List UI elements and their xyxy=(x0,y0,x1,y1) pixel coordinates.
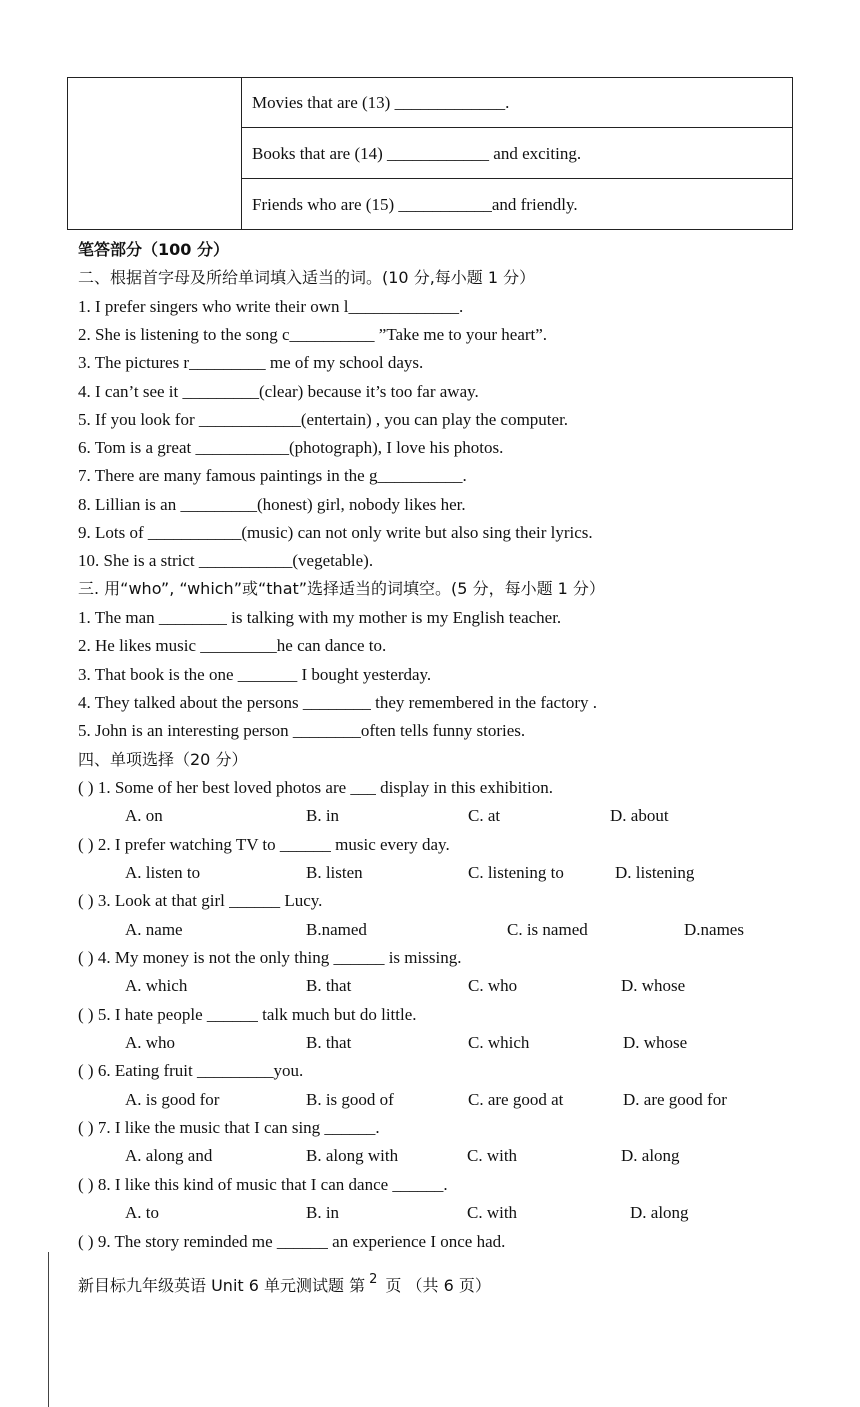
mcq-option: C. is named xyxy=(507,920,588,939)
mcq-stem: ( ) 1. Some of her best loved photos are ___ display in this exhibition. xyxy=(78,778,553,797)
mcq-option: B. is good of xyxy=(306,1090,394,1109)
mcq-option: D.names xyxy=(684,920,744,939)
mcq-option: C. at xyxy=(468,806,501,825)
mcq-stem: ( ) 8. I like this kind of music that I can dance ______. xyxy=(78,1175,448,1194)
mcq-option: A. who xyxy=(125,1033,176,1052)
mcq-stem: ( ) 4. My money is not the only thing ______ is missing. xyxy=(78,948,462,967)
footer-prefix: 新目标九年级英语 Unit 6 单元测试题 第 xyxy=(78,1276,366,1295)
question-line: 1. The man ________ is talking with my mother is my English teacher. xyxy=(78,608,562,627)
question-line: 2. He likes music _________he can dance to. xyxy=(78,636,387,655)
mcq-stem: ( ) 7. I like the music that I can sing ______. xyxy=(78,1118,380,1137)
question-line: 4. I can’t see it _________(clear) because it’s too far away. xyxy=(78,382,479,401)
mcq-option: C. with xyxy=(467,1146,518,1165)
mcq-option: B. along with xyxy=(306,1146,399,1165)
mcq-option: D. along xyxy=(630,1203,689,1222)
page-number: 2 xyxy=(369,1272,378,1287)
vocabulary-table xyxy=(67,77,793,230)
mcq-option: B. listen xyxy=(306,863,363,882)
mcq-stem: ( ) 3. Look at that girl ______ Lucy. xyxy=(78,891,323,910)
question-line: 3. That book is the one _______ I bought yesterday. xyxy=(78,665,432,684)
table-row: Movies that are (13) _____________. xyxy=(242,78,792,128)
mcq-stem: ( ) 6. Eating fruit _________you. xyxy=(78,1061,304,1080)
mcq-option: A. along and xyxy=(125,1146,213,1165)
question-line: 5. If you look for ____________(entertain) , you can play the computer. xyxy=(78,410,569,429)
question-line: 1. I prefer singers who write their own l_____________. xyxy=(78,297,464,316)
footer-suffix: 页 （共 6 页） xyxy=(385,1276,491,1295)
mcq-option: A. listen to xyxy=(125,863,201,882)
mcq-option: D. whose xyxy=(623,1033,688,1052)
mcq-stem: ( ) 2. I prefer watching TV to ______ music every day. xyxy=(78,835,450,854)
mcq-option: D. about xyxy=(610,806,669,825)
table-row: Friends who are (15) ___________and friendly. xyxy=(252,195,578,214)
mcq-option: C. which xyxy=(468,1033,530,1052)
mcq-option: C. with xyxy=(467,1203,518,1222)
question-line: 9. Lots of ___________(music) can not only write but also sing their lyrics. xyxy=(78,523,593,542)
mcq-option: D. along xyxy=(621,1146,680,1165)
mcq-option: C. who xyxy=(468,976,518,995)
question-line: 2. She is listening to the song c__________ ”Take me to your heart”. xyxy=(78,325,548,344)
question-line: 7. There are many famous paintings in the g__________. xyxy=(78,466,467,485)
question-line: 6. Tom is a great ___________(photograph), I love his photos. xyxy=(78,438,504,457)
mcq-option: B. in xyxy=(306,806,340,825)
question-line: 10. She is a strict ___________(vegetable). xyxy=(78,551,374,570)
question-line: 3. The pictures r_________ me of my school days. xyxy=(78,353,424,372)
mcq-option: A. which xyxy=(125,976,188,995)
mcq-option: A. is good for xyxy=(125,1090,220,1109)
margin-line xyxy=(48,1252,49,1407)
section3-title: 三. 用“who”, “which”或“that”选择适当的词填空。(5 分，每小题 1 分） xyxy=(78,579,605,598)
question-line: 4. They talked about the persons ________ they remembered in the factory . xyxy=(78,693,597,712)
mcq-option: C. are good at xyxy=(468,1090,564,1109)
mcq-option: A. to xyxy=(125,1203,159,1222)
section4-title: 四、单项选择（20 分） xyxy=(78,750,248,769)
question-line: 8. Lillian is an _________(honest) girl, nobody likes her. xyxy=(78,495,466,514)
table-row: Books that are (14) ____________ and exciting. xyxy=(242,129,792,179)
mcq-option: C. listening to xyxy=(468,863,564,882)
page-footer xyxy=(78,1273,491,1296)
mcq-option: A. on xyxy=(125,806,163,825)
mcq-option: D. are good for xyxy=(623,1090,727,1109)
mcq-option: D. listening xyxy=(615,863,695,882)
mcq-option: B. that xyxy=(306,976,352,995)
mcq-option: B. in xyxy=(306,1203,340,1222)
mcq-option: A. name xyxy=(125,920,183,939)
mcq-stem: ( ) 5. I hate people ______ talk much but do little. xyxy=(78,1005,417,1024)
mcq-option: B. that xyxy=(306,1033,352,1052)
mcq-stem: ( ) 9. The story reminded me ______ an experience I once had. xyxy=(78,1232,506,1251)
mcq-option: D. whose xyxy=(621,976,686,995)
question-line: 5. John is an interesting person ________often tells funny stories. xyxy=(78,721,526,740)
section2-title: 二、根据首字母及所给单词填入适当的词。(10 分,每小题 1 分） xyxy=(78,268,536,287)
mcq-option: B.named xyxy=(306,920,367,939)
writing-section-header: 笔答部分（100 分） xyxy=(78,240,229,259)
